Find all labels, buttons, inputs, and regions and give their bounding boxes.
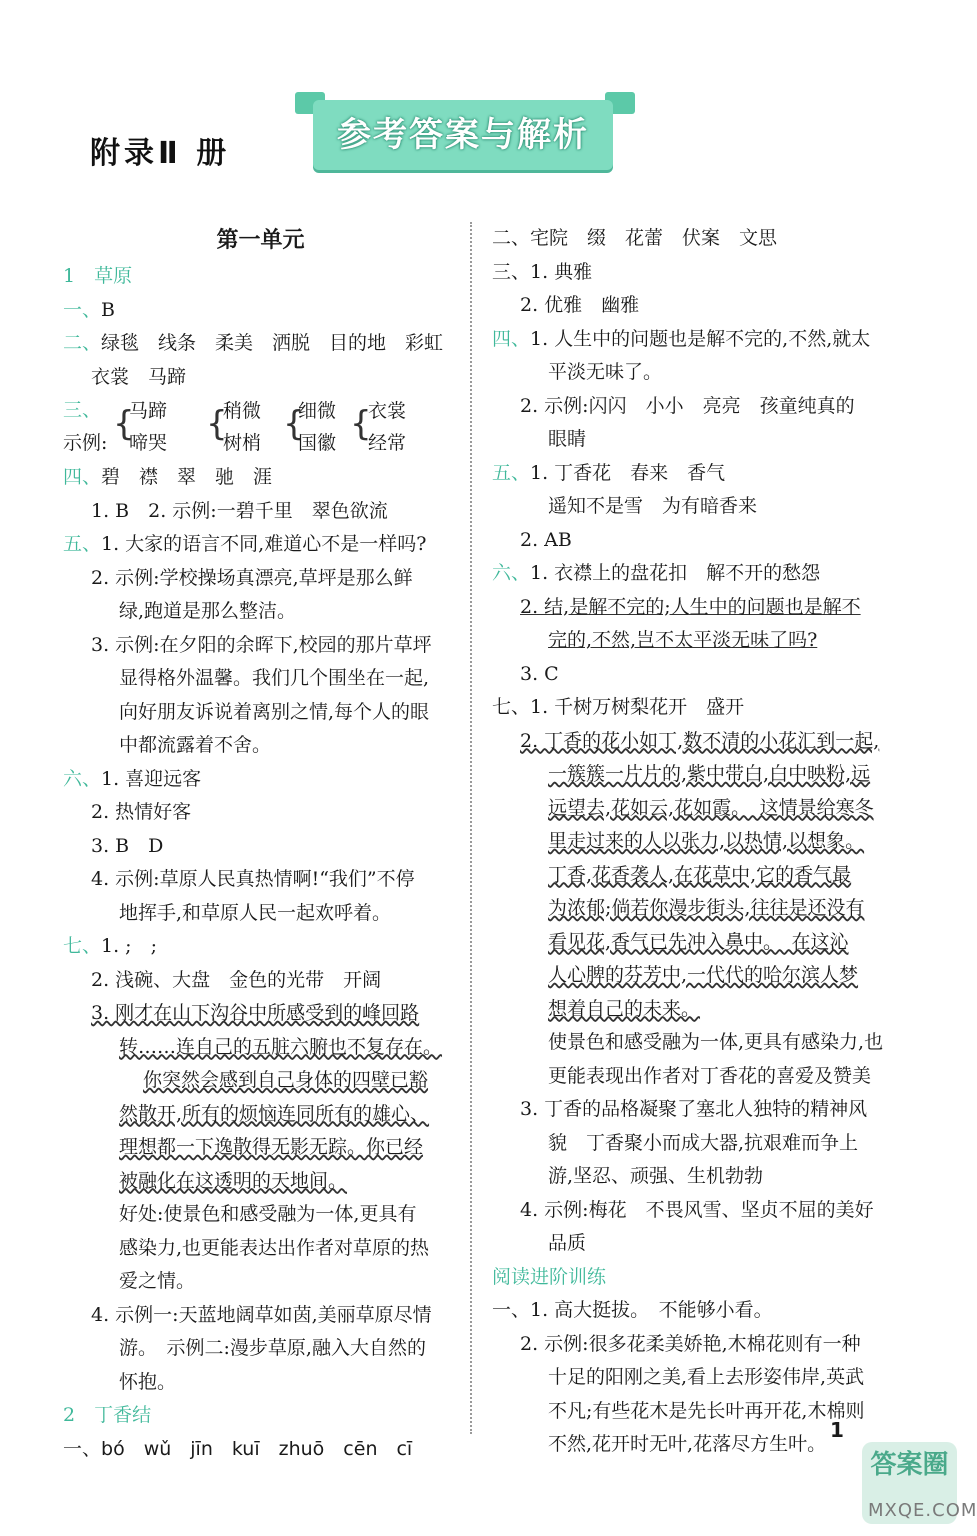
answer-line	[492, 457, 892, 491]
lesson-title: 1 草原	[63, 265, 133, 287]
answer-line	[63, 294, 458, 328]
answer-line	[492, 323, 892, 357]
answer-line: 2. AB	[520, 528, 572, 551]
answer-line: 2. 优雅 幽雅	[520, 294, 640, 316]
column-divider	[470, 222, 472, 1434]
section-marker: 五、	[63, 533, 102, 555]
underlined-answer: 里走过来的人以张力,以热情,以想象。	[548, 830, 865, 852]
answer-line: 4. 示例:梅花 不畏风雪、坚贞不屈的美好	[520, 1198, 874, 1221]
answer-line: 不凡;有些花木是先长叶再开花,木棉则	[548, 1399, 865, 1422]
answer-line	[492, 222, 892, 256]
underlined-answer: 完的,不然,岂不太平淡无味了吗?	[548, 629, 818, 651]
answer-line	[492, 557, 892, 591]
answer-text: 1. 人生中的问题也是解不完的,不然,就太	[530, 327, 871, 350]
section-marker: 六、	[63, 767, 102, 790]
underlined-answer: 看见花,香气已先冲入鼻中。 在这沁	[548, 930, 849, 953]
underlined-answer: 想着自己的未来。	[548, 997, 701, 1020]
word: 啼哭	[129, 432, 168, 454]
example-label: 示例:	[63, 432, 108, 454]
brace-icon: {	[350, 404, 372, 444]
answer-text: 1. 衣襟上的盘花扣 解不开的愁怨	[530, 562, 821, 584]
word: 衣裳	[368, 400, 407, 422]
answer-line: 地挥手,和草原人民一起欢呼着。	[119, 901, 392, 924]
section-marker: 七、	[63, 935, 102, 957]
section-heading: 阅读进阶训练	[492, 1265, 607, 1288]
answer-line: 使景色和感受融为一体,更具有感染力,也	[548, 1031, 884, 1053]
answer-line: 游。 示例二:漫步草原,融入大自然的	[119, 1337, 426, 1359]
right-column	[492, 222, 892, 1462]
answer-text: 宅院 缀 花蕾 伏案 文思	[530, 227, 778, 249]
answer-text: 1. ; ;	[101, 935, 157, 957]
answer-line: 怀抱。	[119, 1370, 177, 1393]
answer-line: 遥知不是雪 为有暗香来	[548, 495, 758, 517]
answer-text: 1. 丁香花 春来 香气	[530, 461, 726, 484]
answer-line: 品质	[548, 1232, 587, 1254]
brace-icon: {	[206, 404, 228, 444]
answer-line: 眼睛	[548, 428, 587, 450]
section-marker: 三、	[63, 399, 102, 421]
word: 国徽	[298, 432, 337, 454]
word: 马蹄	[129, 400, 168, 422]
answer-line	[63, 1433, 458, 1467]
answer-line: 十足的阳刚之美,看上去形姿伟岸,英武	[548, 1366, 865, 1388]
answer-line: 2. 示例:闪闪 小小 亮亮 孩童纯真的	[520, 394, 855, 417]
underlined-answer: 一簇簇一片片的,紫中带白,白中映粉,远	[548, 763, 871, 785]
answer-line: 2. 浅碗、大盘 金色的光带 开阔	[91, 968, 382, 991]
answer-text: 1. 高大挺拔。 不能够小看。	[530, 1299, 773, 1321]
section-marker: 二、	[492, 227, 531, 249]
answer-line: 3. 丁香的品格凝聚了塞北人独特的精神风	[520, 1098, 868, 1120]
word: 细微	[298, 400, 337, 422]
answer-line: 游,坚忍、顽强、生机勃勃	[548, 1165, 764, 1187]
underlined-answer: 丁香,花香袭人,在花草中,它的香气最	[548, 863, 852, 886]
underlined-answer: 理想都一下逸散得无影无踪。你已经	[119, 1136, 424, 1158]
underlined-answer: 2. 丁香的花小如丁,数不清的小花汇到一起,	[520, 729, 880, 752]
answer-line	[492, 256, 892, 290]
answer-line: 1. B 2. 示例:一碧千里 翠色欲流	[91, 499, 388, 522]
answer-text: B	[101, 298, 115, 321]
underlined-answer: 2. 结,是解不完的;人生中的问题也是解不	[520, 595, 861, 618]
section-marker: 三、	[492, 260, 531, 283]
answer-line	[63, 461, 458, 495]
answer-line	[63, 930, 458, 964]
section-marker: 一、	[63, 1437, 102, 1460]
answer-line	[63, 763, 458, 797]
page-number: 1	[830, 1418, 844, 1442]
underlined-answer: 3. 刚才在山下沟谷中所感受到的峰回路	[91, 1002, 420, 1024]
section-marker: 五、	[492, 461, 531, 484]
underlined-answer: 被融化在这透明的天地间。	[119, 1169, 348, 1192]
answer-line: 中都流露着不舍。	[119, 734, 272, 756]
section-marker: 四、	[63, 466, 102, 488]
banner-title: 参考答案与解析	[337, 115, 589, 155]
answer-line: 平淡无味了。	[548, 361, 663, 383]
section-marker: 二、	[63, 332, 102, 354]
answer-banner	[295, 92, 635, 172]
section-marker: 一、	[492, 1299, 531, 1321]
answer-line: 4. 示例一:天蓝地阔草如茵,美丽草原尽情	[91, 1303, 432, 1326]
underlined-answer: 为浓郁;倘若你漫步街头,往往是还没有	[548, 897, 865, 919]
answer-line: 向好朋友诉说着离别之情,每个人的眼	[119, 700, 430, 723]
word: 稍微	[223, 400, 262, 422]
answer-text: 1. 千树万树梨花开 盛开	[530, 696, 745, 718]
answer-line: 显得格外温馨。我们几个围坐在一起,	[119, 667, 430, 689]
answer-line: 爱之情。	[119, 1270, 196, 1292]
underlined-answer: 然散开,所有的烦恼连同所有的雄心、	[119, 1102, 430, 1125]
brace-icon: {	[113, 404, 135, 444]
watermark-url: MXQE.COM	[868, 1500, 977, 1521]
answer-line: 2. 示例:很多花柔美娇艳,木棉花则有一种	[520, 1332, 861, 1355]
brace-icon: {	[283, 404, 305, 444]
answer-line: 2. 示例:学校操场真漂亮,草坪是那么鲜	[91, 566, 413, 589]
answer-line	[63, 528, 458, 562]
word: 经常	[368, 432, 407, 454]
answer-line: 感染力,也更能表达出作者对草原的热	[119, 1236, 430, 1259]
answer-text: 1. 大家的语言不同,难道心不是一样吗?	[101, 533, 427, 555]
answer-line: 貌 丁香聚小而成大器,抗艰难而争上	[548, 1131, 859, 1154]
section-marker: 一、	[63, 298, 102, 321]
answer-text: 1. 典雅	[530, 260, 593, 283]
underlined-answer: 人心脾的芬芳中,一代代的哈尔滨人梦	[548, 964, 859, 986]
underlined-answer: 你突然会感到自己身体的四壁已豁	[143, 1069, 429, 1091]
left-column	[63, 222, 458, 1466]
answer-line: 衣裳 马蹄	[91, 365, 187, 388]
answer-line: 不然,花开时无叶,花落尽方生叶。	[548, 1433, 827, 1455]
answer-line: 好处:使景色和感受融为一体,更具有	[119, 1203, 417, 1225]
lesson-title: 2 丁香结	[63, 1404, 152, 1426]
underlined-answer: 远望去,花如云,花如霞。 这情景给寒冬	[548, 796, 874, 819]
word: 树梢	[223, 432, 262, 454]
underlined-answer: 转……连自己的五脏六腑也不复存在。	[119, 1035, 443, 1058]
answer-line: 3. 示例:在夕阳的余晖下,校园的那片草坪	[91, 633, 432, 656]
answer-text: 绿毯 线条 柔美 洒脱 目的地 彩虹	[101, 332, 444, 354]
watermark-logo: 答案圈	[862, 1442, 957, 1524]
answer-text: 碧 襟 翠 驰 涯	[101, 466, 273, 488]
section-marker: 六、	[492, 562, 531, 584]
answer-line: 2. 热情好客	[91, 801, 192, 823]
answer-line: 3. C	[520, 662, 559, 685]
answer-line	[492, 1294, 892, 1328]
answer-line	[492, 691, 892, 725]
section-marker: 四、	[492, 327, 531, 350]
pinyin-text: bó wǔ jīn kuī zhuō cēn cī	[101, 1437, 413, 1460]
unit-title: 第一单元	[216, 228, 305, 253]
answer-text: 1. 喜迎远客	[101, 767, 202, 790]
answer-line	[63, 327, 458, 361]
section-marker: 七、	[492, 696, 531, 718]
book-section-title: 附录Ⅱ 册	[90, 136, 231, 171]
answer-line: 更能表现出作者对丁香花的喜爱及赞美	[548, 1064, 872, 1087]
word-group-example	[63, 394, 458, 461]
answer-line: 4. 示例:草原人民真热情啊!“我们”不停	[91, 868, 415, 890]
answer-line: 3. B D	[91, 834, 164, 857]
answer-line: 绿,跑道是那么整洁。	[119, 600, 297, 622]
